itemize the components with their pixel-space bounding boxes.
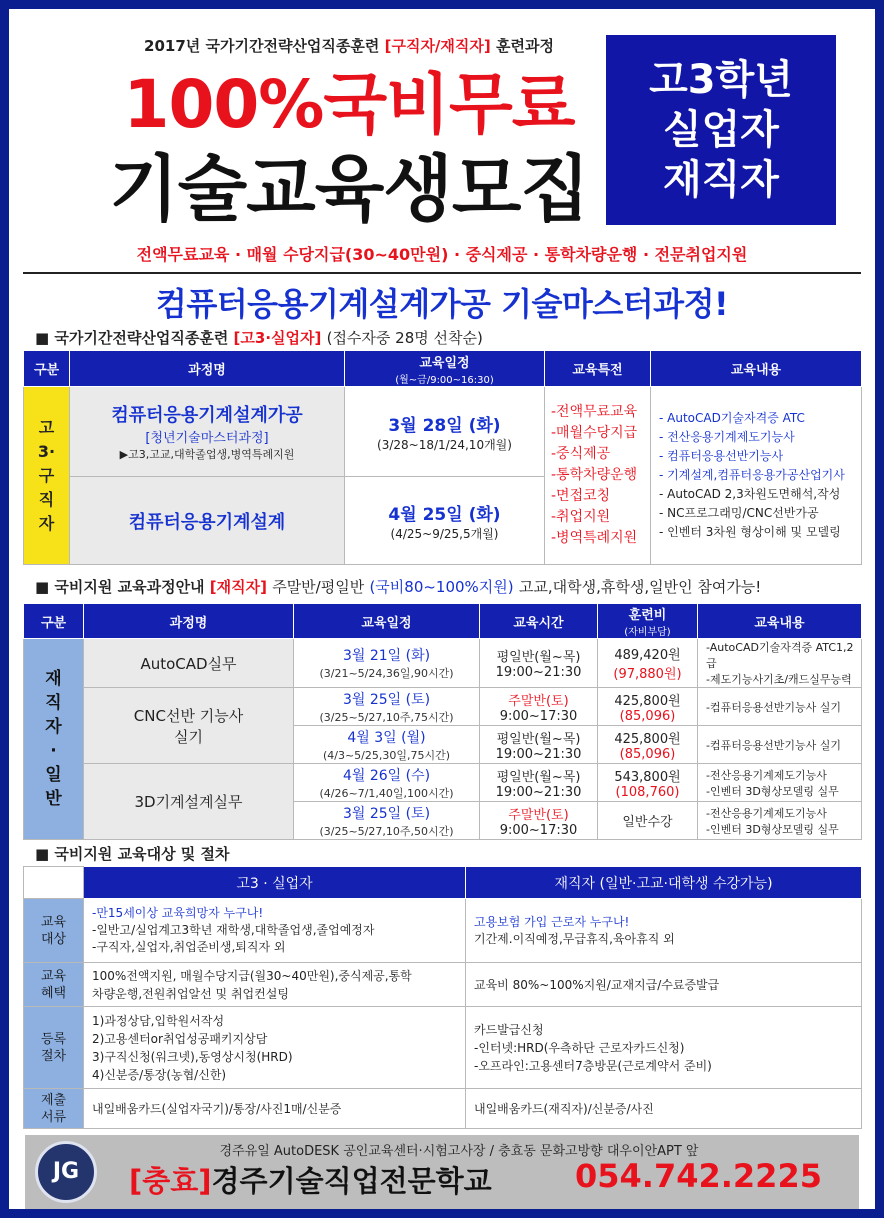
perk-item: -병역특례지원	[551, 530, 638, 546]
course-name: 컴퓨터응용기계설계	[128, 511, 286, 533]
highlight: 고용보험 가입 근로자 누구나!	[474, 914, 630, 929]
content-item: - 컴퓨터응용선반기능사	[659, 449, 784, 463]
time-label: 평일반(월~목)	[496, 769, 581, 785]
section1-table	[23, 350, 862, 565]
content-item: - NC프로그래밍/CNC선반가공	[659, 506, 819, 520]
self-pay: (97,880원)	[613, 667, 682, 682]
content-item: -인벤터 3D형상모델링 실무	[706, 784, 839, 798]
col1-cell	[84, 899, 466, 963]
perk-item: -중식제공	[551, 446, 611, 462]
header-col1: 고3 · 실업자	[84, 867, 466, 899]
target-line: 실업자	[663, 107, 779, 153]
content-cell	[698, 688, 862, 726]
line: 4)신분증/통장(농협/신한)	[92, 1067, 227, 1082]
line: 차량운행,전원취업알선 및 취업컨설팅	[92, 986, 289, 1001]
time: 9:00~17:30	[499, 708, 578, 724]
line: 기간제.이직예정,무급휴직,육아휴직 외	[474, 931, 675, 946]
perk-item: -통학차량운행	[551, 467, 638, 483]
self-pay: (85,096)	[619, 708, 676, 724]
period: (4/25~9/25,5개월)	[390, 526, 499, 541]
header-fee-sub: (자비부담)	[624, 627, 671, 638]
highlight: -만15세이상 교육희망자 누구나!	[92, 906, 264, 920]
line: -오프라인:고용센터7층방문(근로계약서 준비)	[474, 1058, 712, 1073]
start-date: 3월 25일 (토)	[342, 805, 431, 822]
col2-cell	[466, 899, 862, 963]
subtitle-text: 2017년 국가기간전략산업직종훈련	[144, 37, 380, 55]
row-label-text: 제출 서류	[40, 1092, 67, 1125]
course-name: AutoCAD실무	[84, 639, 294, 688]
section3-table	[23, 866, 862, 1129]
schedule-cell	[294, 688, 480, 726]
content-item: -전산응용기계제도기능사	[706, 768, 827, 782]
bullet-icon: ■	[35, 329, 50, 347]
benefits-line: 전액무료교육 · 매월 수당지급(30~40만원) · 중식제공 · 통학차량운행 · 전문취업지원	[136, 245, 748, 264]
start-date: 3월 28일 (화)	[388, 415, 501, 436]
table-row	[24, 688, 862, 726]
table-row	[70, 477, 345, 565]
time-label: 주말반(토)	[508, 807, 569, 823]
course-sub: [청년기술마스터과정]	[145, 431, 269, 446]
category-text: 재직자·일반	[45, 669, 62, 809]
header-fee	[598, 604, 698, 639]
header-category: 구분	[24, 351, 70, 387]
col1-cell	[84, 963, 466, 1007]
start-date: 4월 25일 (화)	[388, 504, 501, 525]
line: 100%전액지원, 매월수당지급(월30~40만원),중식제공,통학	[92, 968, 412, 983]
content-item: -컴퓨터응용선반기능사 실기	[706, 700, 841, 714]
header-course: 과정명	[70, 351, 345, 387]
time-cell	[480, 764, 598, 802]
period: (3/25~5/27,10주,75시간)	[319, 710, 454, 724]
course-note: ▶고3,고교,대학졸업생,병역특례지원	[119, 448, 295, 461]
time: 19:00~21:30	[495, 784, 582, 800]
start-date: 3월 21일 (화)	[342, 648, 431, 664]
header-perks: 교육특전	[545, 351, 651, 387]
header-schedule-label: 교육일정	[419, 355, 470, 371]
header-schedule	[345, 351, 545, 387]
content-item: -인벤터 3D형상모델링 실무	[706, 822, 839, 836]
divider	[23, 272, 861, 274]
row-label	[24, 899, 84, 963]
time: 19:00~21:30	[495, 665, 582, 680]
header-course: 과정명	[84, 604, 294, 639]
table-row	[24, 1089, 862, 1129]
period: (3/21~5/24,36일,90시간)	[319, 667, 454, 680]
content-cell	[698, 639, 862, 688]
col2-cell	[466, 1007, 862, 1089]
target-line: 고3학년	[649, 57, 793, 103]
start-date: 3월 25일 (토)	[342, 691, 431, 708]
category-cell	[24, 639, 84, 840]
period: (4/26~7/1,40일,100시간)	[319, 786, 454, 800]
header-fee-label: 훈련비	[628, 608, 667, 623]
table-row	[24, 963, 862, 1007]
fee: 543,800원	[614, 769, 681, 785]
section3-title-text: 국비지원 교육대상 및 절차	[54, 845, 230, 863]
self-pay: (85,096)	[619, 746, 676, 762]
table-row	[70, 387, 345, 477]
headline-recruit: 기술교육생모집	[109, 147, 589, 231]
schedule-cell	[345, 387, 545, 477]
content-item: - 인벤터 3차원 형상이해 및 모델링	[659, 525, 841, 539]
course-name: CNC선반 기능사 실기	[133, 706, 244, 746]
target-box	[606, 35, 836, 225]
time-cell	[480, 726, 598, 764]
header-schedule: 교육일정	[294, 604, 480, 639]
content-item: -전산응용기계제도기능사	[706, 806, 827, 820]
header-category: 구분	[24, 604, 84, 639]
period: (4/3~5/25,30일,75시간)	[322, 748, 451, 762]
row-label-text: 교육 대상	[40, 914, 67, 947]
header-content: 교육내용	[698, 604, 862, 639]
section2-support: (국비80~100%지원)	[369, 578, 514, 596]
col2-cell	[466, 963, 862, 1007]
header-schedule-sub: (월~금/9:00~16:30)	[395, 374, 494, 386]
line: 내일배움카드(실업자국기)/통장/사진1매/신분증	[92, 1102, 342, 1116]
subtitle-tail: 훈련과정	[495, 37, 554, 55]
line: 2)고용센터or취업성공패키지상담	[92, 1031, 268, 1046]
fee: 425,800원	[614, 693, 681, 709]
table-row	[24, 899, 862, 963]
perk-item: -취업지원	[551, 509, 611, 525]
school-name-text: 경주기술직업전문학교	[211, 1164, 492, 1198]
perk-item: -전액무료교육	[551, 404, 638, 420]
section1-title	[35, 327, 483, 348]
col2-cell	[466, 1089, 862, 1129]
start-date: 4월 26일 (수)	[342, 767, 431, 784]
start-date: 4월 3일 (월)	[347, 729, 426, 746]
content-item: -AutoCAD기술자격증 ATC1,2급	[706, 641, 854, 670]
address: 경주유일 AutoDESK 공인교육센터·시험고사장 / 충효동 문화고방향 대우이안APT 앞	[219, 1144, 699, 1159]
fee-cell	[598, 688, 698, 726]
school-name	[129, 1159, 492, 1200]
section2-table	[23, 603, 862, 840]
school-logo: JG	[35, 1141, 97, 1203]
category-cell	[24, 387, 70, 565]
course-name: 컴퓨터응용기계설계가공	[111, 405, 303, 426]
content-item: - 기계설계,컴퓨터응용가공산업기사	[659, 468, 845, 482]
schedule-cell	[345, 477, 545, 565]
content-item: -컴퓨터응용선반기능사 실기	[706, 738, 841, 752]
content-item: - 전산응용기계제도기능사	[659, 430, 795, 444]
content-cell	[698, 764, 862, 802]
row-label	[24, 1007, 84, 1089]
perk-item: -매월수당지급	[551, 425, 638, 441]
section1-title-text: 국가기간전략산업직종훈련	[54, 329, 229, 347]
table-row	[24, 639, 862, 688]
row-label-text: 등록 절차	[40, 1031, 67, 1064]
line: 카드발급신청	[474, 1022, 544, 1037]
phone-number[interactable]: 054.742.2225	[575, 1157, 822, 1195]
time-label: 평일반(월~목)	[496, 650, 581, 665]
content-cell	[698, 802, 862, 840]
section1-note: (접수자중 28명 선착순)	[326, 329, 483, 347]
content-item: - AutoCAD기술자격증 ATC	[659, 411, 805, 425]
section2-tag: [재직자]	[209, 578, 267, 596]
section2-title-text: 국비지원 교육과정안내	[54, 578, 205, 596]
subtitle	[9, 35, 689, 56]
category-text: 고3·구직자	[37, 417, 56, 533]
target-line: 재직자	[663, 157, 779, 203]
content-cell	[698, 726, 862, 764]
row-label	[24, 1089, 84, 1129]
content-item: -제도기능사기초/캐드실무능력	[706, 673, 852, 686]
time-cell	[480, 802, 598, 840]
time-cell	[480, 639, 598, 688]
line: -인터넷:HRD(우측하단 근로자카드신청)	[474, 1040, 685, 1055]
time-cell	[480, 688, 598, 726]
period: (3/25~5/27,10주,50시간)	[319, 824, 454, 838]
table-row	[24, 1007, 862, 1089]
time-label: 평일반(월~목)	[496, 731, 581, 747]
course-title: 컴퓨터응용기계설계가공 기술마스터과정!	[155, 285, 729, 323]
fee-cell	[598, 639, 698, 688]
row-label-text: 교육 혜택	[40, 968, 67, 1001]
schedule-cell	[294, 639, 480, 688]
time-label: 주말반(토)	[508, 693, 569, 709]
bullet-icon: ■	[35, 578, 50, 596]
line: 1)과정상담,입학원서작성	[92, 1013, 225, 1028]
time: 19:00~21:30	[495, 746, 582, 762]
table-row	[24, 764, 862, 802]
school-region: [충효]	[129, 1164, 212, 1198]
fee-cell	[598, 764, 698, 802]
section1-tag: [고3·실업자]	[233, 329, 322, 347]
section2-mid: 주말반/평일반	[272, 578, 365, 596]
content-item: - AutoCAD 2,3차원도면해석,작성	[659, 487, 841, 501]
header-col2: 재직자 (일반·고교·대학생 수강가능)	[466, 867, 862, 899]
subtitle-tag: [구직자/재직자]	[384, 37, 491, 55]
content-cell	[651, 387, 862, 565]
row-label	[24, 963, 84, 1007]
course-name: 3D기계설계실무	[84, 764, 294, 840]
course-cell	[84, 688, 294, 764]
line: -일반고/실업계고3학년 재학생,대학졸업생,졸업예정자	[92, 923, 375, 937]
time: 9:00~17:30	[499, 822, 578, 838]
header-time: 교육시간	[480, 604, 598, 639]
schedule-cell	[294, 802, 480, 840]
header-content: 교육내용	[651, 351, 862, 387]
header-empty	[24, 867, 84, 899]
bullet-icon: ■	[35, 845, 50, 863]
perk-item: -면접코칭	[551, 488, 611, 504]
section2-tail: 고교,대학생,휴학생,일반인 참여가능!	[518, 578, 762, 596]
self-pay: (108,760)	[615, 784, 680, 800]
line: 내일배움카드(재직자)/신분증/사진	[474, 1102, 654, 1116]
fee-cell	[598, 726, 698, 764]
fee: 425,800원	[614, 731, 681, 747]
section3-title	[35, 843, 229, 864]
line: 교육비 80%~100%지원/교재지급/수료증발급	[474, 978, 720, 992]
period: (3/28~18/1/24,10개월)	[377, 437, 512, 452]
fee-cell: 일반수강	[598, 802, 698, 840]
schedule-cell	[294, 726, 480, 764]
fee: 489,420원	[614, 648, 681, 663]
section2-title	[35, 576, 761, 597]
headline-free: 100%국비무료	[123, 66, 575, 143]
perks-cell	[545, 387, 651, 565]
line: 3)구직신청(워크넷),동영상시청(HRD)	[92, 1049, 293, 1064]
line: -구직자,실업자,취업준비생,퇴직자 외	[92, 940, 286, 954]
schedule-cell	[294, 764, 480, 802]
col1-cell	[84, 1089, 466, 1129]
col1-cell	[84, 1007, 466, 1089]
